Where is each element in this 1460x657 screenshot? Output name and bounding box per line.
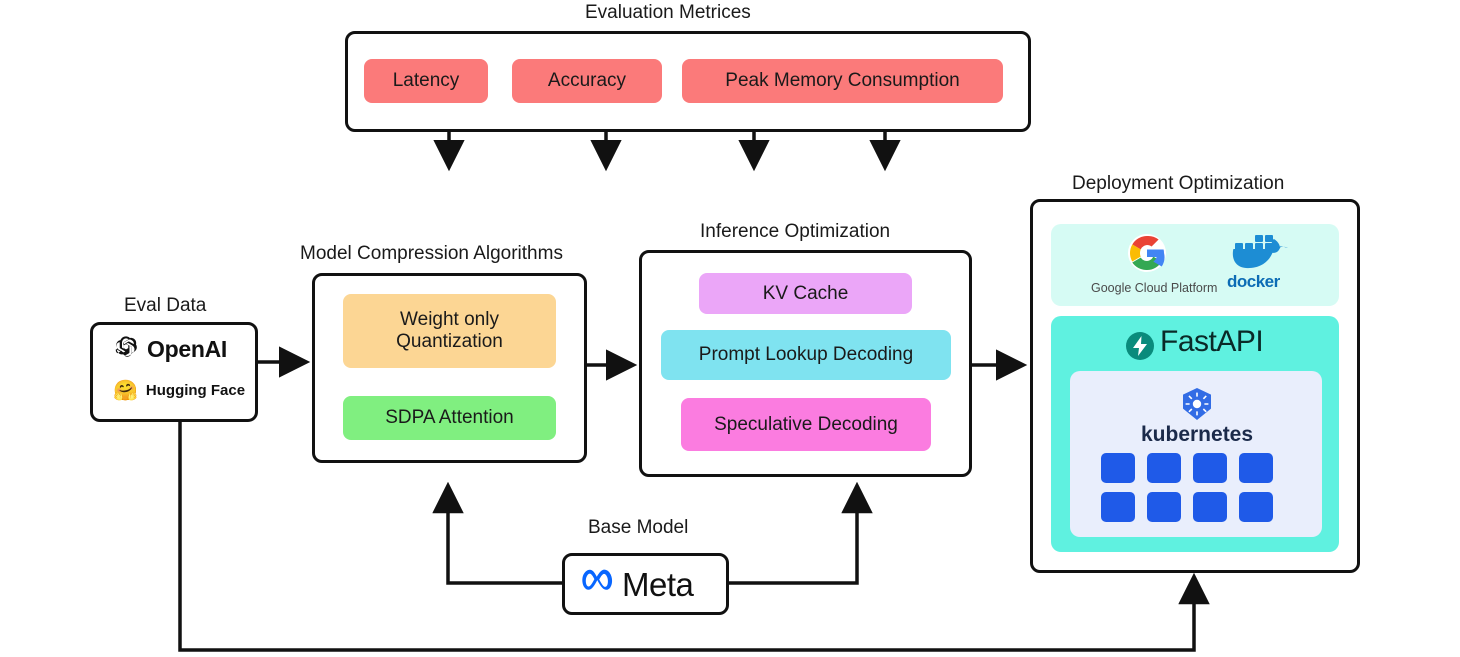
huggingface-label: Hugging Face — [145, 382, 246, 399]
eval-data-title: Eval Data — [124, 295, 207, 316]
inference-kv-cache[interactable]: KV Cache — [699, 273, 912, 314]
k8s-node — [1147, 492, 1181, 522]
kubernetes-node-grid — [1101, 453, 1273, 522]
evaluation-metrics-title: Evaluation Metrices — [585, 2, 751, 23]
hugging-face-icon: 🤗 — [113, 380, 138, 402]
k8s-node — [1239, 492, 1273, 522]
k8s-node — [1193, 453, 1227, 483]
deployment-optimization-title: Deployment Optimization — [1072, 173, 1285, 194]
openai-icon — [113, 334, 139, 365]
k8s-node — [1193, 492, 1227, 522]
meta-label: Meta — [622, 566, 694, 603]
model-compression-title: Model Compression Algorithms — [300, 243, 563, 264]
base-model-title: Base Model — [588, 517, 689, 538]
fastapi-icon — [1125, 331, 1155, 366]
kubernetes-icon — [1179, 386, 1215, 427]
k8s-node — [1147, 453, 1181, 483]
k8s-node — [1239, 453, 1273, 483]
metric-accuracy[interactable]: Accuracy — [512, 59, 662, 103]
k8s-node — [1101, 492, 1135, 522]
kubernetes-label: kubernetes — [1141, 423, 1254, 446]
compression-sdpa-attention[interactable]: SDPA Attention — [343, 396, 556, 440]
google-cloud-icon — [1123, 232, 1171, 279]
docker-label: docker — [1227, 272, 1280, 291]
huggingface-brand — [113, 378, 245, 403]
metric-latency[interactable]: Latency — [364, 59, 488, 103]
inference-speculative-decoding[interactable]: Speculative Decoding — [681, 398, 931, 451]
k8s-node — [1101, 453, 1135, 483]
inference-optimization-title: Inference Optimization — [700, 221, 891, 242]
fastapi-label: FastAPI — [1160, 325, 1264, 358]
meta-icon — [578, 566, 618, 605]
metric-peak-memory-consumption[interactable]: Peak Memory Consumption — [682, 59, 1003, 103]
openai-brand — [113, 334, 227, 365]
compression-weight-only-quantization[interactable]: Weight only Quantization — [343, 294, 556, 368]
inference-prompt-lookup-decoding[interactable]: Prompt Lookup Decoding — [661, 330, 951, 380]
google-cloud-label: Google Cloud Platform — [1091, 281, 1218, 295]
openai-label: OpenAI — [147, 336, 227, 362]
